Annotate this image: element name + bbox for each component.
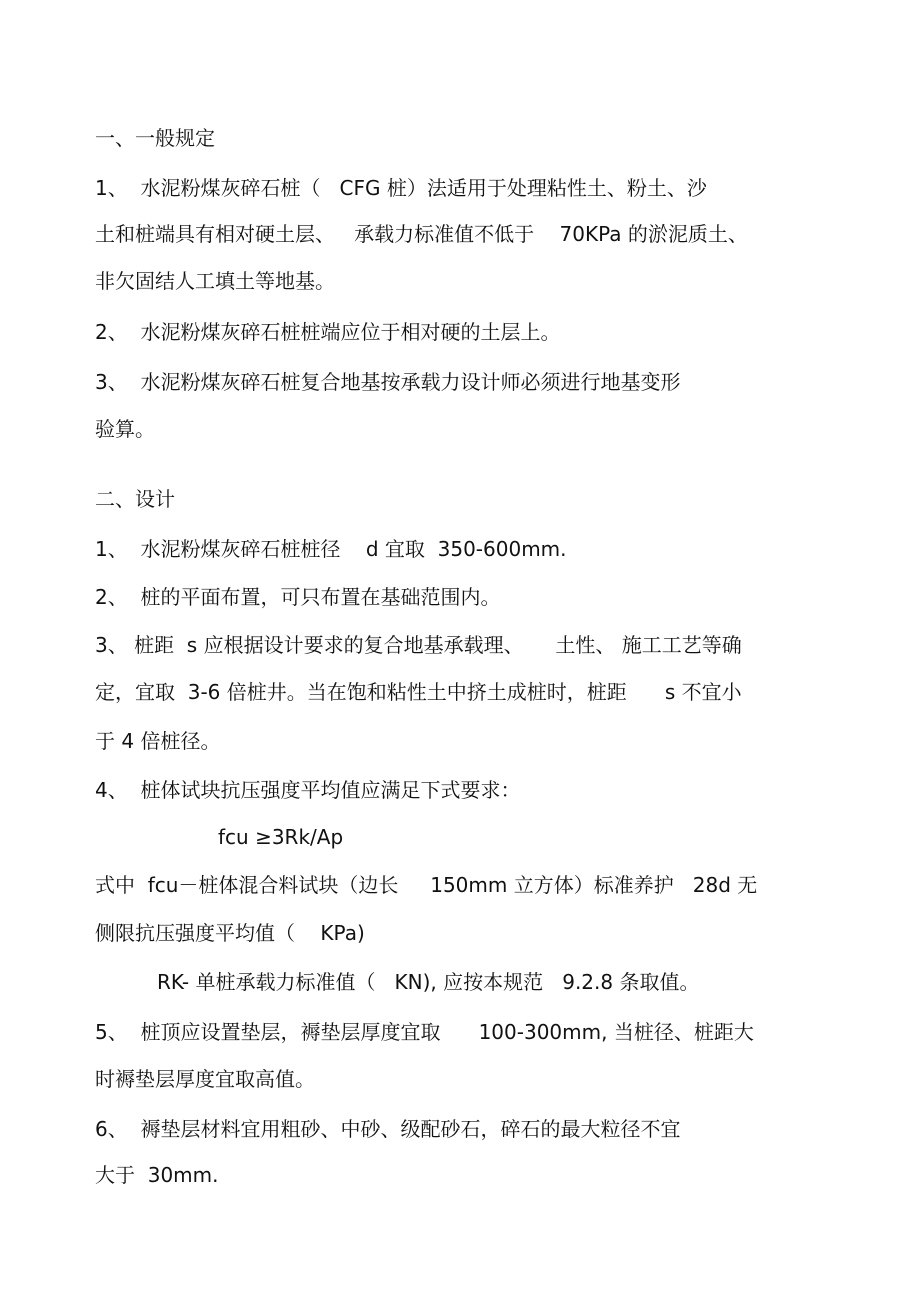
design-item-6-line-2: 大于 30mm. [95, 1163, 219, 1187]
design-item-3-line-1: 3、 桩距 s 应根据设计要求的复合地基承载理、 土性、 施工工艺等确 [95, 633, 742, 657]
design-item-6-line-1: 6、 褥垫层材料宜用粗砂、中砂、级配砂石，碎石的最大粒径不宜 [95, 1117, 681, 1141]
design-item-2: 2、 桩的平面布置，可只布置在基础范围内。 [95, 585, 501, 609]
formula-definition-rk: RK- 单桩承载力标准值（ KN), 应按本规范 9.2.8 条取值。 [157, 970, 700, 994]
general-item-3-line-2: 验算。 [95, 417, 155, 441]
design-item-3-line-2: 定，宜取 3-6 倍桩井。当在饱和粘性土中挤土成桩时，桩距 s 不宜小 [95, 680, 742, 704]
general-item-3-line-1: 3、 水泥粉煤灰碎石桩复合地基按承载力设计师必须进行地基变形 [95, 370, 681, 394]
design-item-5-line-1: 5、 桩顶应设置垫层，褥垫层厚度宜取 100-300mm, 当桩径、桩距大 [95, 1020, 754, 1044]
section-heading-design: 二、设计 [95, 487, 175, 511]
section-heading-general: 一、一般规定 [95, 126, 215, 150]
design-item-3-line-3: 于 4 倍桩径。 [95, 729, 221, 753]
general-item-1-line-2: 土和桩端具有相对硬土层、 承载力标准值不低于 70KPa 的淤泥质土、 [95, 222, 748, 246]
general-item-1-line-3: 非欠固结人工填土等地基。 [95, 269, 335, 293]
general-item-1-line-1: 1、 水泥粉煤灰碎石桩（ CFG 桩）法适用于处理粘性土、粉土、沙 [95, 176, 707, 200]
formula: fcu ≥3Rk/Ap [218, 825, 344, 849]
formula-definition-line-2: 侧限抗压强度平均值（ KPa) [95, 921, 365, 945]
general-item-2: 2、 水泥粉煤灰碎石桩桩端应位于相对硬的土层上。 [95, 320, 561, 344]
formula-definition-line-1: 式中 fcu－桩体混合料试块（边长 150mm 立方体）标准养护 28d 无 [95, 873, 758, 897]
design-item-5-line-2: 时褥垫层厚度宜取高值。 [95, 1067, 315, 1091]
design-item-1: 1、 水泥粉煤灰碎石桩桩径 d 宜取 350-600mm. [95, 537, 567, 561]
design-item-4: 4、 桩体试块抗压强度平均值应满足下式要求： [95, 778, 521, 802]
